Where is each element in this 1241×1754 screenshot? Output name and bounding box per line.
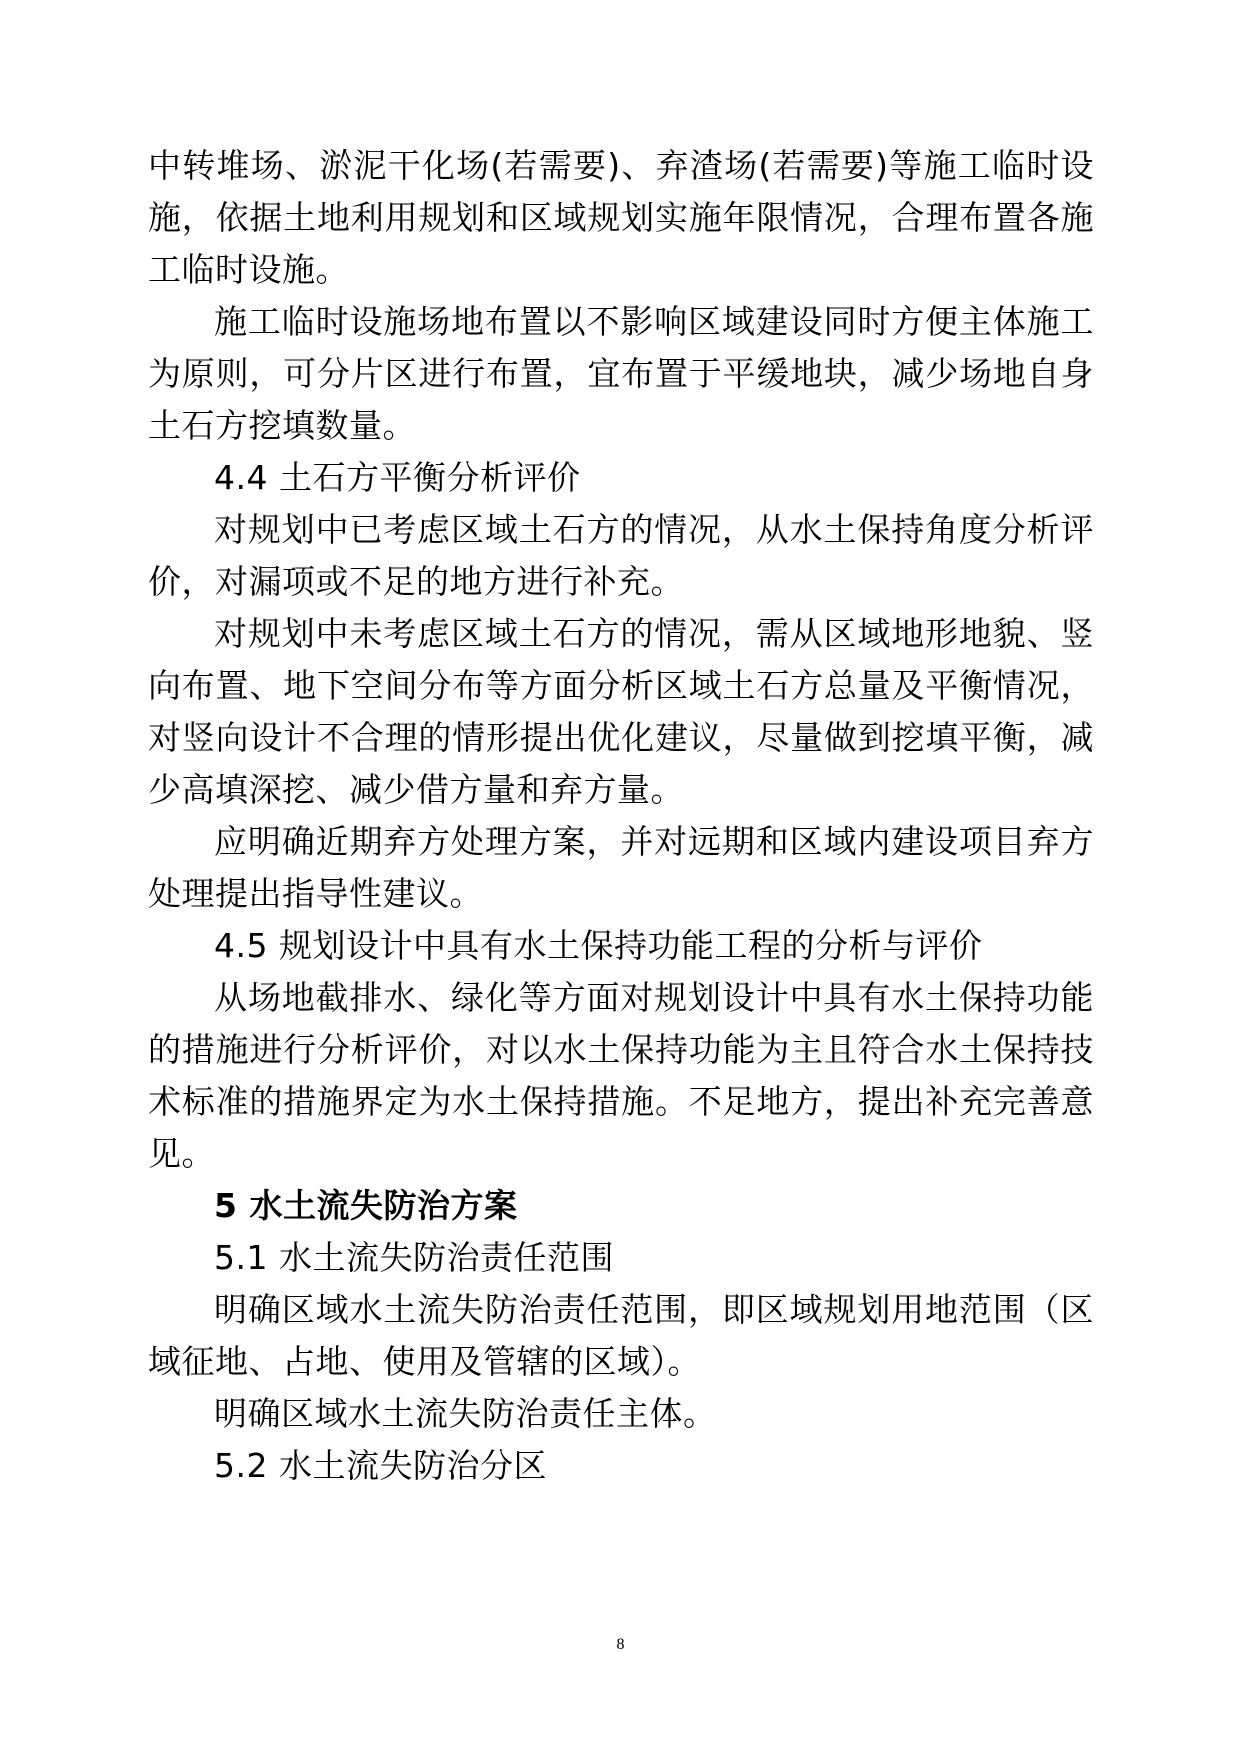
section-heading-5-2: 5.2 水土流失防治分区 xyxy=(214,1446,547,1485)
paragraph-drainage-greening: 从场地截排水、绿化等方面对规划设计中具有水土保持功能的措施进行分析评价，对以水土保持功能为主且符合水土保持技术标准的措施界定为水土保持措施。不足地方，提出补充完善意见。 xyxy=(148,978,1094,1173)
document-page xyxy=(148,140,1094,1492)
paragraph-unconsidered-earthwork: 对规划中未考虑区域土石方的情况，需从区域地形地貌、竖向布置、地下空间分布等方面分析区域土石方总量及平衡情况，对竖向设计不合理的情形提出优化建议，尽量做到挖填平衡，减少高填深挖、减少借方量和弃方量。 xyxy=(148,614,1094,809)
paragraph-temporary-facilities: 中转堆场、淤泥干化场(若需要)、弃渣场(若需要)等施工临时设施，依据土地利用规划和区域规划实施年限情况，合理布置各施工临时设施。 xyxy=(148,146,1094,289)
paragraph-site-layout: 施工临时设施场地布置以不影响区域建设同时方便主体施工为原则，可分片区进行布置，宜布置于平缓地块，减少场地自身土石方挖填数量。 xyxy=(148,302,1094,445)
paragraph-spoil-disposal: 应明确近期弃方处理方案，并对远期和区域内建设项目弃方处理提出指导性建议。 xyxy=(148,822,1094,913)
section-heading-4-4: 4.4 土石方平衡分析评价 xyxy=(214,458,581,497)
paragraph-responsibility-scope: 明确区域水土流失防治责任范围，即区域规划用地范围（区域征地、占地、使用及管辖的区域）。 xyxy=(148,1290,1094,1381)
paragraph-responsibility-subject: 明确区域水土流失防治责任主体。 xyxy=(214,1394,717,1433)
chapter-heading-5: 5 水土流失防治方案 xyxy=(214,1186,518,1225)
section-heading-5-1: 5.1 水土流失防治责任范围 xyxy=(214,1238,614,1277)
section-heading-4-5: 4.5 规划设计中具有水土保持功能工程的分析与评价 xyxy=(214,926,983,965)
page-number: 8 xyxy=(616,1636,625,1653)
paragraph-considered-earthwork: 对规划中已考虑区域土石方的情况，从水土保持角度分析评价，对漏项或不足的地方进行补充。 xyxy=(148,510,1094,601)
